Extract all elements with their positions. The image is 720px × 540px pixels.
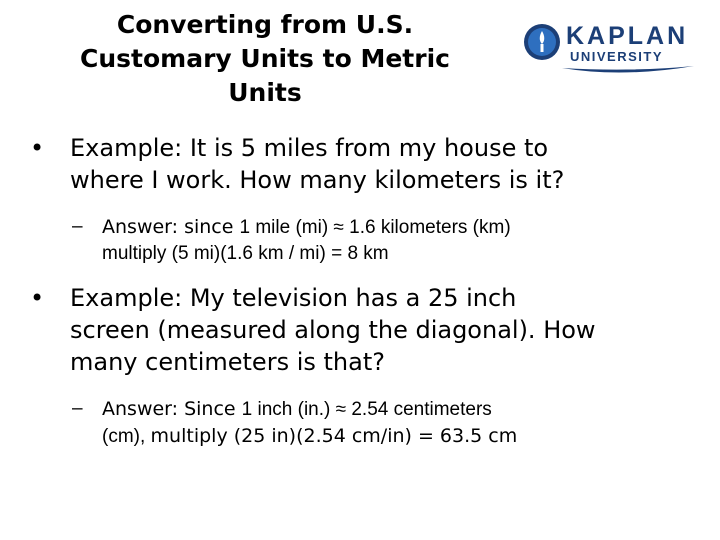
- title-line-2: Customary Units to Metric: [80, 44, 450, 73]
- answer-2-line-2-part-2: multiply (25 in)(2.54 cm/in) = 63.5 cm: [150, 425, 518, 447]
- bullet-marker: •: [30, 134, 45, 162]
- bullet-1-line-1: Example: It is 5 miles from my house to: [70, 134, 549, 162]
- answer-2-line-1: [102, 396, 517, 423]
- logo-word-university: UNIVERSITY: [570, 49, 664, 64]
- bullet-2-line-2: screen (measured along the diagonal). How: [70, 316, 596, 344]
- answer-2-prefix: Answer: Since: [102, 398, 242, 420]
- answer-1-line-1: [102, 214, 511, 241]
- logo-svg: [522, 16, 700, 80]
- bullet-example-2: [30, 282, 596, 378]
- bullet-2-line-3: many centimeters is that?: [70, 348, 385, 376]
- title-line-1: Converting from U.S.: [116, 10, 414, 39]
- answer-2-line-2: [102, 423, 517, 450]
- logo-swoosh: [562, 66, 694, 73]
- title-line-3: Units: [228, 78, 302, 107]
- dash-marker: –: [72, 216, 83, 237]
- bullet-marker: •: [30, 284, 45, 312]
- answer-1: [72, 214, 511, 267]
- slide-title: [40, 8, 490, 110]
- answer-1-line-2: multiply (5 mi)(1.6 km / mi) = 8 km: [102, 243, 389, 264]
- kaplan-university-logo: [522, 16, 700, 80]
- bullet-example-1: [30, 132, 564, 196]
- answer-2-line-2-part-1: (cm),: [102, 426, 151, 447]
- answer-2: [72, 396, 517, 450]
- torch-icon: [541, 44, 544, 52]
- answer-2-line-1-rest: 1 inch (in.) ≈ 2.54 centimeters: [241, 399, 492, 420]
- answer-1-line-1-rest: 1 mile (mi) ≈ 1.6 kilometers (km): [239, 217, 511, 238]
- answer-1-prefix: Answer: since: [102, 216, 240, 238]
- logo-word-kaplan: KAPLAN: [566, 22, 689, 50]
- bullet-1-line-2: where I work. How many kilometers is it?: [70, 166, 565, 194]
- bullet-2-line-1: Example: My television has a 25 inch: [70, 284, 517, 312]
- dash-marker: –: [72, 398, 83, 419]
